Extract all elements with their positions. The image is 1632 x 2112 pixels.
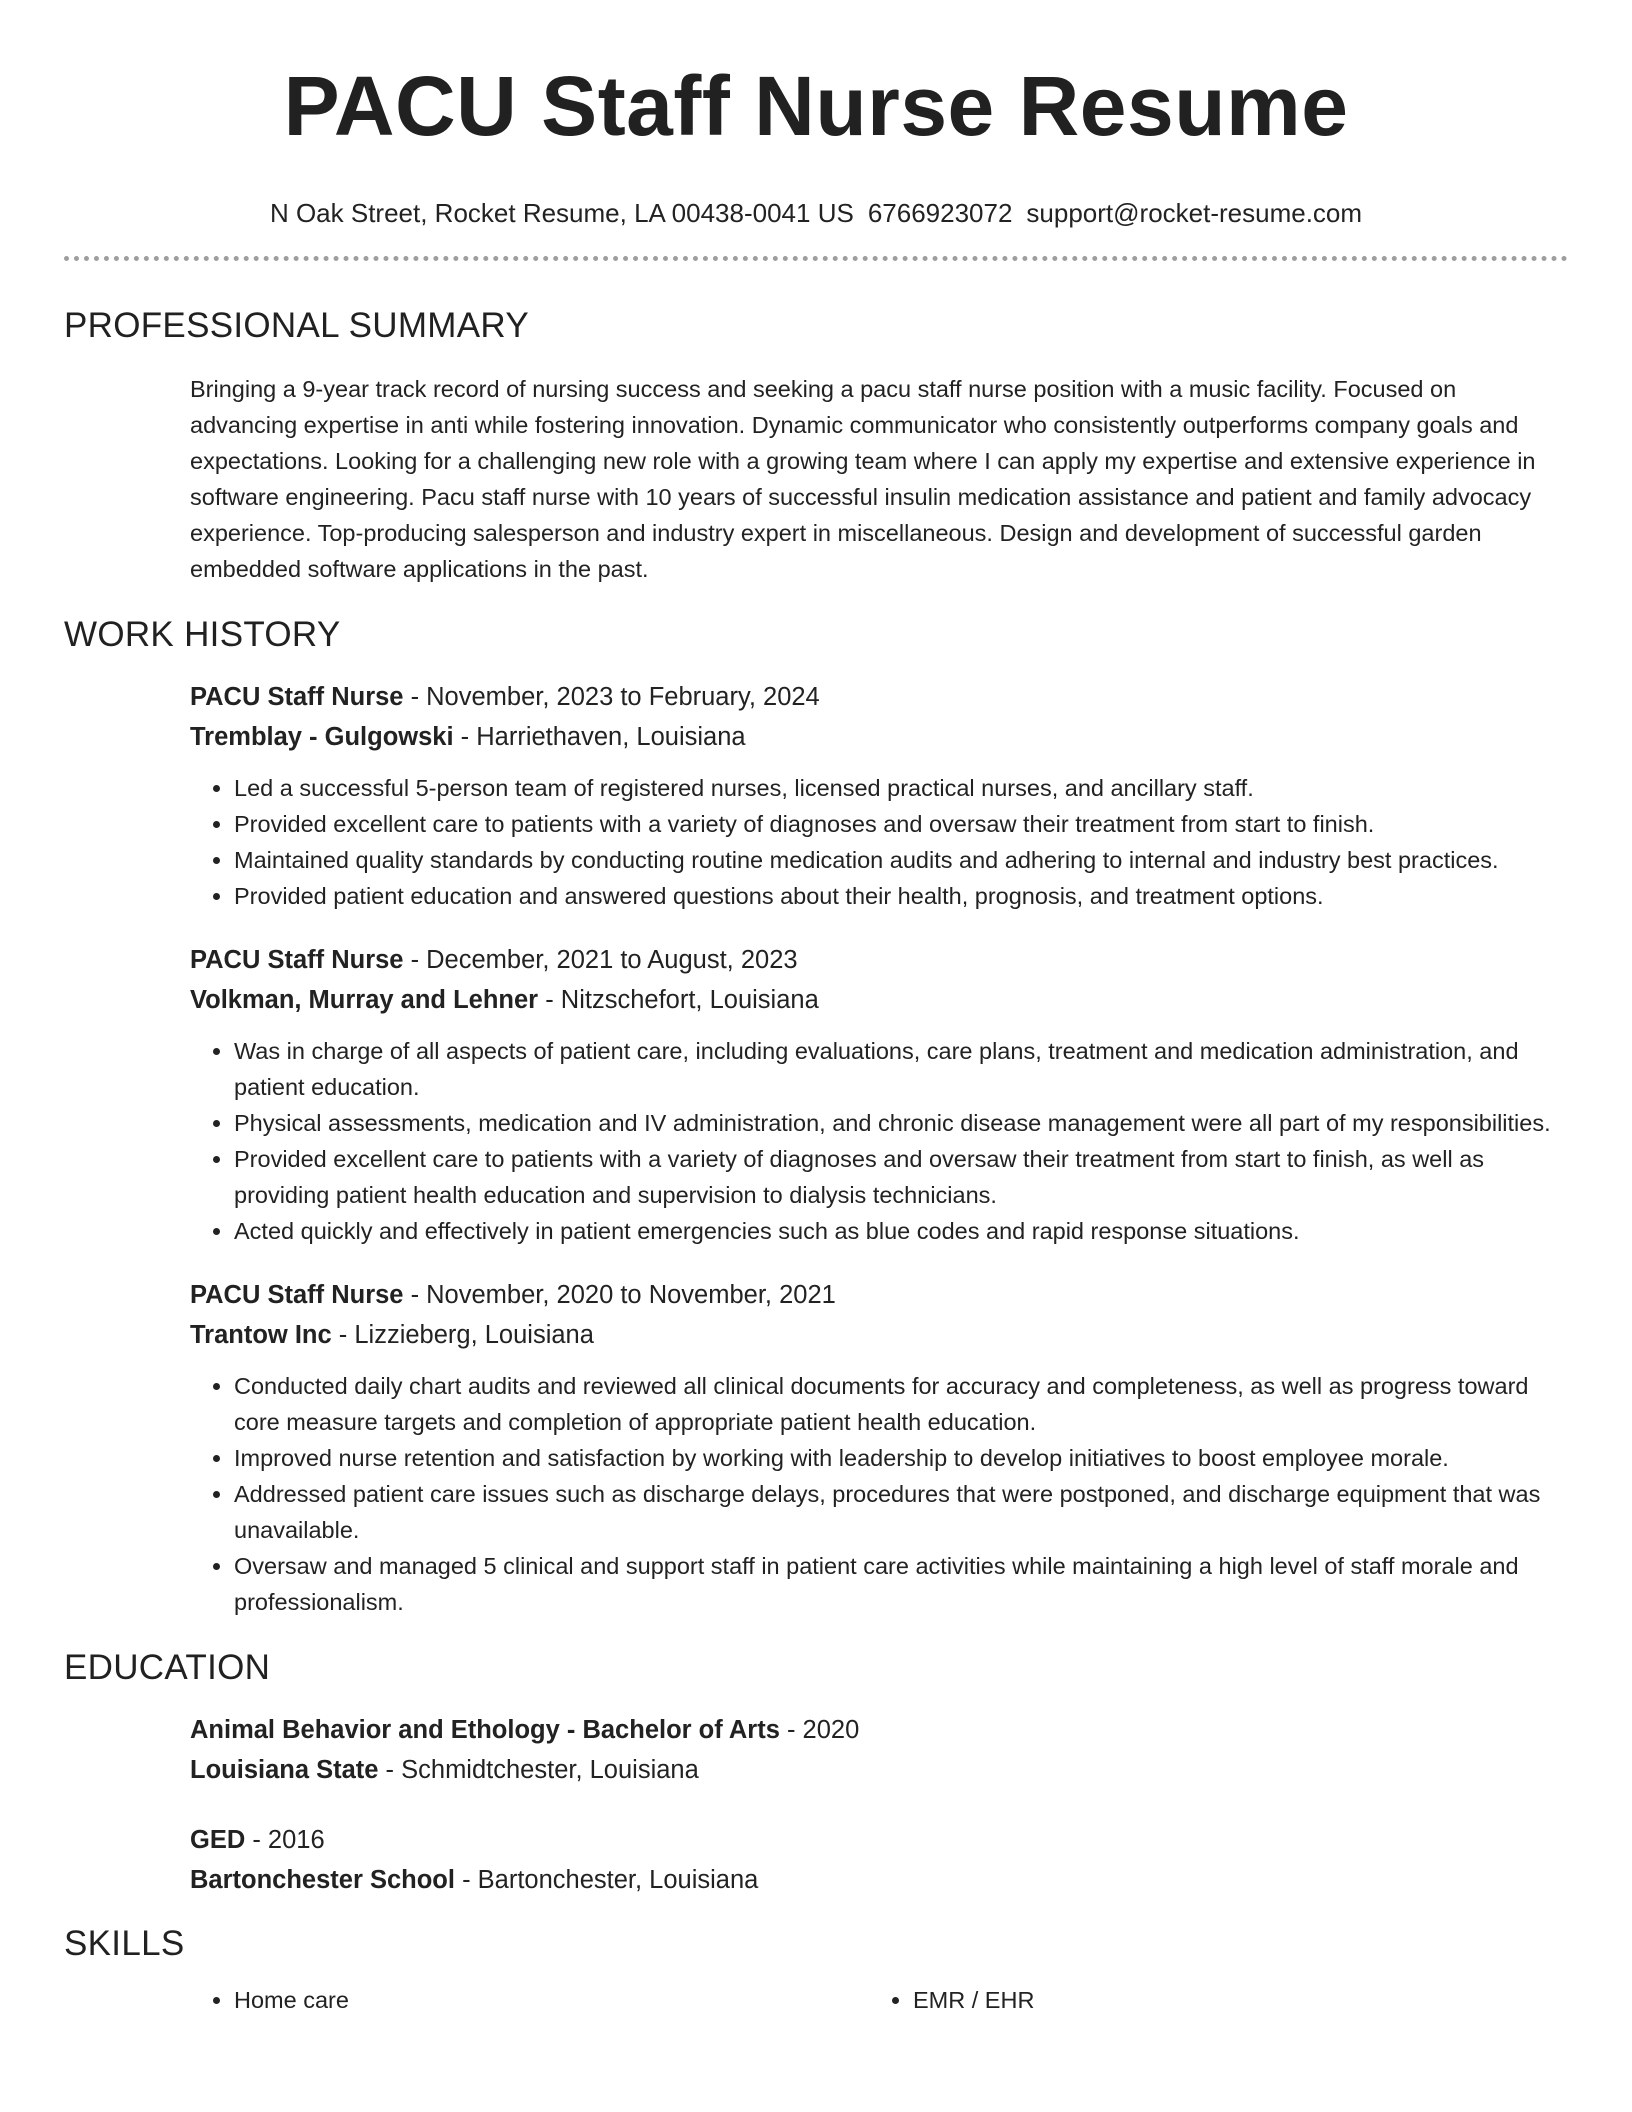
header-divider [64,256,1568,261]
education-school-line [190,1750,1568,1790]
page-title: PACU Staff Nurse Resume [283,59,1349,153]
education-degree: Animal Behavior and Ethology - Bachelor of Arts [190,1716,780,1744]
list-item: • Led a successful 5-person team of registered nurses, licensed practical nurses, and ancillary staff. [234,770,1568,806]
job-entry [190,940,1568,1249]
list-item: • Provided excellent care to patients with a variety of diagnoses and oversaw their treatment from start to finish, as well as providing patient health education and supervision to dialysis technicians. [234,1141,1568,1213]
list-item: • Addressed patient care issues such as discharge delays, procedures that were postponed, and discharge equipment that was unavailable. [234,1476,1568,1548]
skills-list-left [190,1982,869,2018]
education-school: Bartonchester School [190,1866,455,1894]
job-employer-line [190,980,1568,1020]
job-location: - Nitzschefort, Louisiana [538,986,819,1014]
summary-text: Bringing a 9-year track record of nursing success and seeking a pacu staff nurse position with a music facility. Focused on advancing expertise in anti while fostering innovation. Dynamic communicator who consistently outperforms company goals and expectations. Looking for a challenging new role with a growing team where I can apply my expertise and extensive experience in software engineering. Pacu staff nurse with 10 years of successful insulin medication assistance and patient and family advocacy experience. Top-producing salesperson and industry expert in miscellaneous. Design and development of successful garden embedded software applications in the past. [190,376,1536,582]
education-section [64,1648,1568,1900]
job-entry [190,1275,1568,1620]
contact-phone: 6766923072 [867,198,1013,228]
education-entry [190,1710,1568,1790]
list-item: • Improved nurse retention and satisfaction by working with leadership to develop initiatives to boost employee morale. [234,1440,1568,1476]
list-item: • Provided excellent care to patients with a variety of diagnoses and oversaw their treatment from start to finish. [234,806,1568,842]
job-entry [190,677,1568,914]
job-dates: - November, 2020 to November, 2021 [403,1281,836,1309]
list-item: • Was in charge of all aspects of patient care, including evaluations, care plans, treatment and medication administration, and patient education. [234,1033,1568,1105]
job-title-line [190,677,1568,717]
education-year: - 2016 [245,1826,325,1854]
skills-section [64,1924,1568,2018]
job-bullets [190,1368,1568,1620]
job-employer-line [190,717,1568,757]
job-bullets [190,1033,1568,1249]
work-history-section [64,615,1568,1620]
education-degree: GED [190,1826,246,1854]
education-location: - Bartonchester, Louisiana [454,1866,759,1894]
job-dates: - November, 2023 to February, 2024 [403,683,820,711]
job-location: - Lizzieberg, Louisiana [331,1321,594,1349]
list-item: • Oversaw and managed 5 clinical and support staff in patient care activities while maintaining a high level of staff morale and professionalism. [234,1548,1568,1620]
education-heading: EDUCATION [64,1648,271,1687]
job-location: - Harriethaven, Louisiana [453,723,746,751]
skill-item: • EMR / EHR [913,1982,1548,2018]
job-title: PACU Staff Nurse [190,946,404,974]
skills-list-right [869,1982,1548,2018]
job-title-line [190,1275,1568,1315]
job-bullets [190,770,1568,914]
summary-heading: PROFESSIONAL SUMMARY [64,306,529,345]
list-item: • Provided patient education and answered questions about their health, prognosis, and treatment options. [234,878,1568,914]
skill-item: • Home care [234,1982,869,2018]
job-employer: Trantow Inc [190,1321,332,1349]
job-employer-line [190,1315,1568,1355]
job-title: PACU Staff Nurse [190,1281,404,1309]
job-title-line [190,940,1568,980]
education-school-line [190,1860,1568,1900]
job-title: PACU Staff Nurse [190,683,404,711]
summary-section [64,306,1568,587]
job-employer: Volkman, Murray and Lehner [190,986,539,1014]
job-dates: - December, 2021 to August, 2023 [403,946,798,974]
work-history-heading: WORK HISTORY [64,615,341,654]
contact-email: support@rocket-resume.com [1026,198,1363,228]
list-item: • Conducted daily chart audits and reviewed all clinical documents for accuracy and completeness, as well as progress toward core measure targets and completion of appropriate patient health education. [234,1368,1568,1440]
list-item: • Maintained quality standards by conducting routine medication audits and adhering to internal and industry best practices. [234,842,1568,878]
education-entry [190,1820,1568,1900]
job-employer: Tremblay - Gulgowski [190,723,454,751]
education-degree-line [190,1820,1568,1860]
contact-line [0,198,1632,228]
education-location: - Schmidtchester, Louisiana [378,1756,699,1784]
skills-columns [190,1982,1568,2018]
education-school: Louisiana State [190,1756,379,1784]
skills-heading: SKILLS [64,1924,185,1963]
list-item: • Physical assessments, medication and IV administration, and chronic disease management were all part of my responsibilities. [234,1105,1568,1141]
education-year: - 2020 [779,1716,860,1744]
education-degree-line [190,1710,1568,1750]
contact-address: N Oak Street, Rocket Resume, LA 00438-0041 US [269,198,854,228]
list-item: • Acted quickly and effectively in patient emergencies such as blue codes and rapid response situations. [234,1213,1568,1249]
